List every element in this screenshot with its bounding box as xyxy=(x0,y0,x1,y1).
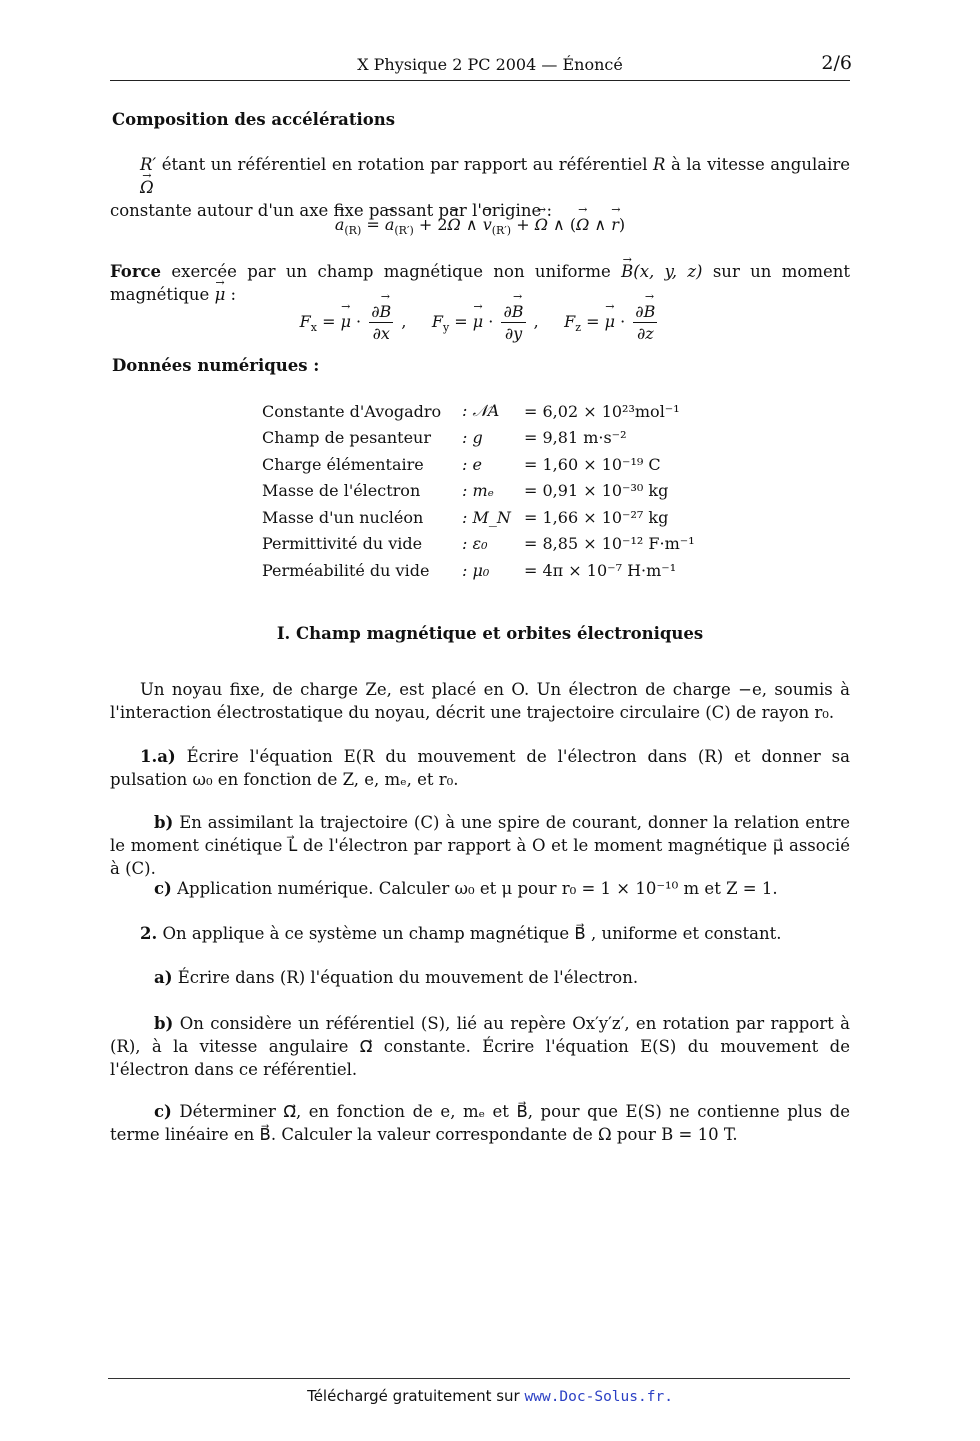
force-formulas: $F_x = \mu$ → · $\frac{\partial B \to}{\partial x}$ , $F_y = \mu$ → · $\frac{\partial B \to}{\partial y}$ , $F_z = \mu$ → · $\frac{\partial B \to}{\partial z}$ xyxy=(110,302,850,343)
constant-symbol: : 𝒩A xyxy=(462,401,500,421)
constant-value: = 9,81 m·s⁻² xyxy=(524,428,627,448)
composition-heading: Composition des accélérations xyxy=(112,110,396,129)
b-args: (x, y, z) xyxy=(633,262,703,281)
question-1a xyxy=(110,745,850,791)
constant-symbol: : mₑ xyxy=(462,481,494,501)
question-text: On applique à ce système un champ magnétique B⃗ , uniforme et constant. xyxy=(162,924,782,943)
part1-heading: I. Champ magnétique et orbites électroniques xyxy=(276,624,704,643)
mu-vector: μ → xyxy=(215,283,226,306)
rprime-symbol: R′ xyxy=(140,155,157,174)
r-symbol: R xyxy=(653,155,666,174)
question-2 xyxy=(110,922,850,945)
constant-value: = 0,91 × 10⁻³⁰ kg xyxy=(524,481,669,501)
question-text: En assimilant la trajectoire (C) à une spire de courant, donner la relation entre le moment cinétique L⃗ de l'électron par rapport à O et le moment magnétique μ⃗ associé à (C). xyxy=(110,813,850,878)
table-row xyxy=(262,557,695,584)
question-label: a) xyxy=(154,968,173,987)
constant-value: = 4π × 10⁻⁷ H·m⁻¹ xyxy=(524,560,677,580)
constant-value: = 1,66 × 10⁻²⁷ kg xyxy=(524,507,669,527)
footer-link[interactable]: www.Doc-Solus.fr xyxy=(524,1389,665,1405)
question-2a xyxy=(110,966,850,989)
question-label: c) xyxy=(154,879,172,898)
force-bold: Force xyxy=(110,262,162,281)
question-label: 2. xyxy=(140,924,158,943)
footer-end: . xyxy=(664,1389,673,1405)
question-2c xyxy=(110,1100,850,1146)
question-text: On considère un référentiel (S), lié au repère Ox′y′z′, en rotation par rapport à (R), à la vitesse angulaire Ω⃗ constante. Écrire l'équation E(S) du mouvement de l'électron dans ce référentiel. xyxy=(110,1014,850,1079)
constants-table xyxy=(262,398,695,584)
question-label: c) xyxy=(154,1102,172,1121)
force-text-1: exercée par un champ magnétique non uniforme xyxy=(171,262,611,281)
constant-symbol: : ε₀ xyxy=(462,534,488,554)
question-label: 1.a) xyxy=(140,747,176,766)
constant-name: Masse de l'électron xyxy=(262,481,421,501)
question-text: Déterminer Ω⃗, en fonction de e, mₑ et B⃗, pour que E(S) ne contienne plus de terme linéaire en B⃗. Calculer la valeur correspondante de Ω pour B = 10 T. xyxy=(110,1102,850,1144)
table-row xyxy=(262,425,695,452)
running-header-title: X Physique 2 PC 2004 — Énoncé xyxy=(357,55,623,74)
question-text: Écrire l'équation E(R du mouvement de l'électron dans (R) et donner sa pulsation ω₀ en fonction de Z, e, mₑ, et r₀. xyxy=(110,747,850,789)
composition-text-3: constante autour d'un axe fixe passant par l'origine : xyxy=(110,201,553,220)
constant-name: Masse d'un nucléon xyxy=(262,507,424,527)
omega-vector: Ω → xyxy=(110,176,154,199)
force-text-2: sur un moment magnétique xyxy=(110,262,851,304)
constant-name: Champ de pesanteur xyxy=(262,428,431,448)
header-rule xyxy=(110,80,850,81)
constant-symbol: : μ₀ xyxy=(462,560,490,580)
table-row xyxy=(262,451,695,478)
constant-symbol: : e xyxy=(462,454,482,474)
acceleration-formula: $a \to_{(R)} = a \to_{(R')} + 2\Omega$ → ∧ $v \to_{(R')} + \Omega$ → ∧ (Ω → ∧ r →) xyxy=(110,215,850,234)
question-label: b) xyxy=(154,813,174,832)
question-1b xyxy=(110,811,850,880)
table-row xyxy=(262,504,695,531)
composition-text-2: à la vitesse angulaire xyxy=(671,155,850,174)
constant-name: Charge élémentaire xyxy=(262,454,424,474)
footer xyxy=(0,1387,980,1405)
question-text: Application numérique. Calculer ω₀ et μ pour r₀ = 1 × 10⁻¹⁰ m et Z = 1. xyxy=(177,879,778,898)
composition-text-1: étant un référentiel en rotation par rapport au référentiel xyxy=(161,155,648,174)
table-row xyxy=(262,478,695,505)
question-text: Écrire dans (R) l'équation du mouvement de l'électron. xyxy=(177,968,639,987)
footer-text: Téléchargé gratuitement sur xyxy=(307,1387,520,1405)
table-row xyxy=(262,531,695,558)
question-label: b) xyxy=(154,1014,174,1033)
constant-value: = 1,60 × 10⁻¹⁹ C xyxy=(524,454,661,474)
donnees-heading: Données numériques : xyxy=(112,356,320,375)
constant-symbol: : g xyxy=(462,428,483,448)
page-number: 2/6 xyxy=(821,52,852,74)
constant-name: Permittivité du vide xyxy=(262,534,423,554)
footer-rule xyxy=(108,1378,850,1379)
question-2b xyxy=(110,1012,850,1081)
constant-name: Perméabilité du vide xyxy=(262,560,430,580)
force-colon: : xyxy=(230,285,237,304)
constant-value: = 6,02 × 10²³mol⁻¹ xyxy=(524,401,680,421)
b-vector: B → xyxy=(621,260,633,283)
constant-value: = 8,85 × 10⁻¹² F·m⁻¹ xyxy=(524,534,695,554)
constant-name: Constante d'Avogadro xyxy=(262,401,442,421)
composition-paragraph xyxy=(110,153,850,222)
table-row xyxy=(262,398,695,425)
constant-symbol: : M_N xyxy=(462,507,511,527)
question-1c xyxy=(110,877,850,900)
part1-intro: Un noyau fixe, de charge Ze, est placé en O. Un électron de charge −e, soumis à l'interaction électrostatique du noyau, décrit une trajectoire circulaire (C) de rayon r₀. xyxy=(110,680,850,722)
